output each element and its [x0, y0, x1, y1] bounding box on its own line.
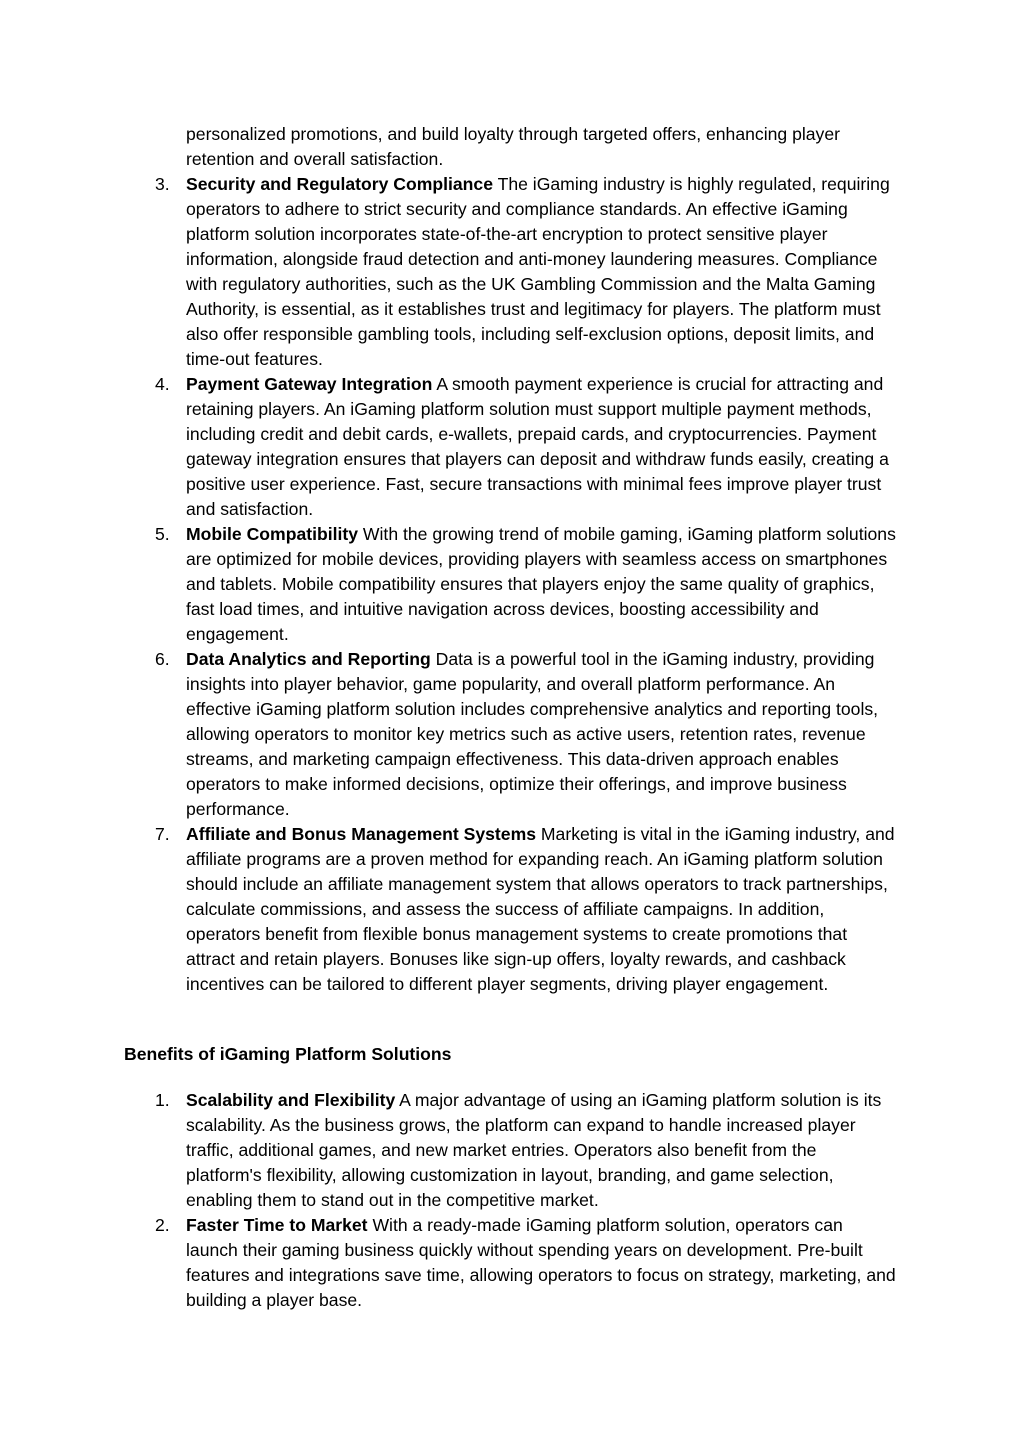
list-item-title: Mobile Compatibility	[186, 524, 359, 544]
features-list	[0, 122, 1024, 997]
list-item-title: Data Analytics and Reporting	[186, 649, 431, 669]
list-item-time-to-market	[0, 1213, 896, 1313]
list-item-title: Faster Time to Market	[186, 1215, 368, 1235]
list-item-body: Marketing is vital in the iGaming industry, and affiliate programs are a proven method for expanding reach. An iGaming platform solution should include an affiliate management system that allows operators to track partnerships, calculate commissions, and assess the success of affiliate campaigns. In addition, operators benefit from flexible bonus management systems to create promotions that attract and retain players. Bonuses like sign-up offers, loyalty rewards, and cashback incentives can be tailored to different player segments, driving player engagement.	[186, 824, 895, 994]
list-number: 1.	[155, 1090, 170, 1110]
list-number: 2.	[155, 1215, 170, 1235]
list-item-body: With a ready-made iGaming platform solution, operators can launch their gaming business quickly without spending years on development. Pre-built features and integrations save time, allowing operators to focus on strategy, marketing, and building a player base.	[186, 1215, 896, 1310]
list-number: 3.	[155, 174, 170, 194]
list-item-affiliate-bonus	[0, 822, 896, 997]
list-item-scalability	[0, 1088, 896, 1213]
list-number: 4.	[155, 374, 170, 394]
list-item-payment-gateway	[0, 372, 896, 522]
list-item-body: A major advantage of using an iGaming platform solution is its scalability. As the business grows, the platform can expand to handle increased player traffic, additional games, and new market entries. Operators also benefit from the platform's flexibility, allowing customization in layout, branding, and game selection, enabling them to stand out in the competitive market.	[186, 1090, 882, 1210]
list-number: 7.	[155, 824, 170, 844]
continuation-text: personalized promotions, and build loyalty through targeted offers, enhancing player retention and overall satisfaction.	[186, 124, 840, 169]
list-item-data-analytics	[0, 647, 896, 822]
list-item-body: The iGaming industry is highly regulated, requiring operators to adhere to strict security and compliance standards. An effective iGaming platform solution incorporates state-of-the-art encryption to protect sensitive player information, alongside fraud detection and anti-money laundering measures. Compliance with regulatory authorities, such as the UK Gambling Commission and the Malta Gaming Authority, is essential, as it establishes trust and legitimacy for players. The platform must also offer responsible gambling tools, including self-exclusion options, deposit limits, and time-out features.	[186, 174, 890, 369]
list-item-body: With the growing trend of mobile gaming, iGaming platform solutions are optimized for mobile devices, providing players with seamless access on smartphones and tablets. Mobile compatibility ensures that players enjoy the same quality of graphics, fast load times, and intuitive navigation across devices, boosting accessibility and engagement.	[186, 524, 896, 644]
list-item-title: Payment Gateway Integration	[186, 374, 433, 394]
list-item-body: A smooth payment experience is crucial for attracting and retaining players. An iGaming platform solution must support multiple payment methods, including credit and debit cards, e-wallets, prepaid cards, and cryptocurrencies. Payment gateway integration ensures that players can deposit and withdraw funds easily, creating a positive user experience. Fast, secure transactions with minimal fees improve player trust and satisfaction.	[186, 374, 889, 519]
list-number: 6.	[155, 649, 170, 669]
list-item-title: Scalability and Flexibility	[186, 1090, 396, 1110]
list-item-mobile-compatibility	[0, 522, 896, 647]
section-heading: Benefits of iGaming Platform Solutions	[124, 1044, 452, 1064]
list-number: 5.	[155, 524, 170, 544]
list-item-body: Data is a powerful tool in the iGaming industry, providing insights into player behavior, game popularity, and overall platform performance. An effective iGaming platform solution includes comprehensive analytics and reporting tools, allowing operators to monitor key metrics such as active users, retention rates, revenue streams, and marketing campaign effectiveness. This data-driven approach enables operators to make informed decisions, optimize their offerings, and improve business performance.	[186, 649, 879, 819]
list-item-title: Security and Regulatory Compliance	[186, 174, 493, 194]
list-item-continuation	[0, 122, 896, 172]
list-item-security-compliance	[0, 172, 896, 372]
list-item-title: Affiliate and Bonus Management Systems	[186, 824, 536, 844]
benefits-list	[0, 1088, 1024, 1313]
